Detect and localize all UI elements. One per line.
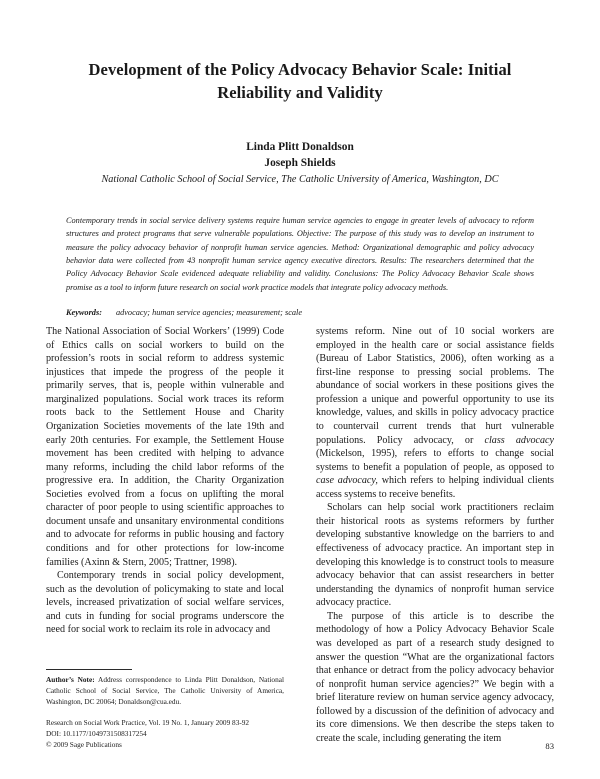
right-paragraph-1	[316, 325, 554, 501]
right-paragraph-1-text-3: which refers to helping individual clients access systems to receive benefits.	[316, 475, 554, 500]
term-class-advocacy: class advocacy	[484, 434, 554, 446]
masthead-copyright: © 2009 Sage Publications	[46, 740, 122, 750]
right-paragraph-3: The purpose of this article is to describe the methodology of how a Policy Advocacy Behavior Scale was developed as part of a research study designed to answer the question “What are the organizational factors that enhance or detract from the policy advocacy behavior of nonprofit human service agencies?” We begin with a brief literature review on human service agency advocacy, followed by a discussion of the definition of advocacy and its core dimensions. We then describe the steps taken to create the scale, including generating the item	[316, 610, 554, 744]
right-paragraph-2: Scholars can help social work practitioners reclaim their historical roots as systems reformers by further developing substantive knowledge on the barriers to and effectiveness of advocacy practice. An important step in developing this knowledge is to construct tools to measure advocacy behavior that can assist researchers in better understanding the dynamics of nonprofit human service advocacy practice.	[316, 502, 554, 609]
footnote-rule	[46, 669, 132, 670]
abstract-text: Contemporary trends in social service delivery systems require human service agencies to engage in greater levels of advocacy to reform structures and protect programs that serve vulnerable populations. Objective: The purpose of this study was to develop an instrument to measure the policy advocacy behavior of nonprofit human service agencies. Method: Organizational demographic and policy advocacy behavior data were collected from 43 nonprofit human service agency executive directors. Results: The researchers determined that the Policy Advocacy Behavior Scale evidenced adequate reliability and validity. Conclusions: The Policy Advocacy Behavior Scale shows promise as a tool to inform future research on social work practice models that integrate policy advocacy methods.	[66, 215, 534, 292]
right-paragraph-1-text-1: systems reform. Nine out of 10 social workers are employed in the health care or social assistance fields (Bureau of Labor Statistics, 2006), often working as a first-line response to pressing social problems. The abundance of social workers in these positions gives the profession a unique and powerful opportunity to use its knowledge, values, and skills in policy advocacy practice to countervail current trends that hurt vulnerable populations. Policy advocacy, or	[316, 326, 554, 446]
author-name-1: Linda Plitt Donaldson	[246, 140, 354, 153]
keywords-values: advocacy; human service agencies; measurement; scale	[115, 308, 303, 318]
abstract-block	[58, 214, 542, 320]
masthead-doi: DOI: 10.1177/1049731508317254	[46, 729, 147, 739]
page-title: Development of the Policy Advocacy Behavior Scale: Initial Reliability and Validity	[88, 60, 512, 103]
page-number: 83	[545, 741, 554, 752]
right-paragraph-1-text-2: (Mickelson, 1995), refers to efforts to change social systems to benefit a population of people, as opposed to	[316, 448, 554, 473]
left-paragraph-2: Contemporary trends in social policy development, such as the devolution of policymaking to state and local levels, increased privatization of social welfare services, and cuts in funding for social programs underscore the need for social work to reclaim its role in advocacy and	[46, 570, 284, 636]
term-case-advocacy: case advocacy,	[316, 475, 378, 487]
right-column	[316, 325, 554, 745]
author-note-text: Address correspondence to Linda Plitt Donaldson, National Catholic School of Social Service, The Catholic University of America, Washington, DC 20064; Donaldson@cua.edu.	[46, 675, 284, 707]
author-affiliation: National Catholic School of Social Service, The Catholic University of America, Washington, DC	[101, 174, 499, 186]
left-paragraph-1: The National Association of Social Workers’ (1999) Code of Ethics calls on social workers to build on the profession’s roots in social reform to address systemic injustices that impede the progress of the people it primarily serves, that is, people within vulnerable and marginalized populations. Social work traces its reform roots back to the Settlement House and Charity Organization Societies movements of the late 19th and early 20th centuries. For example, the Settlement House movement has been credited with helping to advance many reforms, including the child labor reforms of the progressive era. In addition, the Charity Organization Societies evolved from a focus on uplifting the moral character of poor people to using scientific approaches to document unsafe and unsanitary environmental conditions and to advocate for reforms in public housing and factory conditions and for other protections for low-income families (Axinn & Stern, 2005; Trattner, 1998).	[46, 326, 284, 568]
keywords-line	[66, 306, 534, 319]
author-name-2: Joseph Shields	[264, 157, 336, 170]
title-block	[0, 0, 600, 188]
footnote-block	[46, 669, 284, 751]
author-block	[72, 139, 528, 188]
author-note	[46, 675, 284, 708]
author-note-label: Author’s Note:	[46, 675, 95, 685]
journal-masthead	[46, 718, 284, 751]
masthead-citation: Research on Social Work Practice, Vol. 19 No. 1, January 2009 83-92	[46, 718, 250, 728]
keywords-label: Keywords:	[66, 308, 102, 318]
